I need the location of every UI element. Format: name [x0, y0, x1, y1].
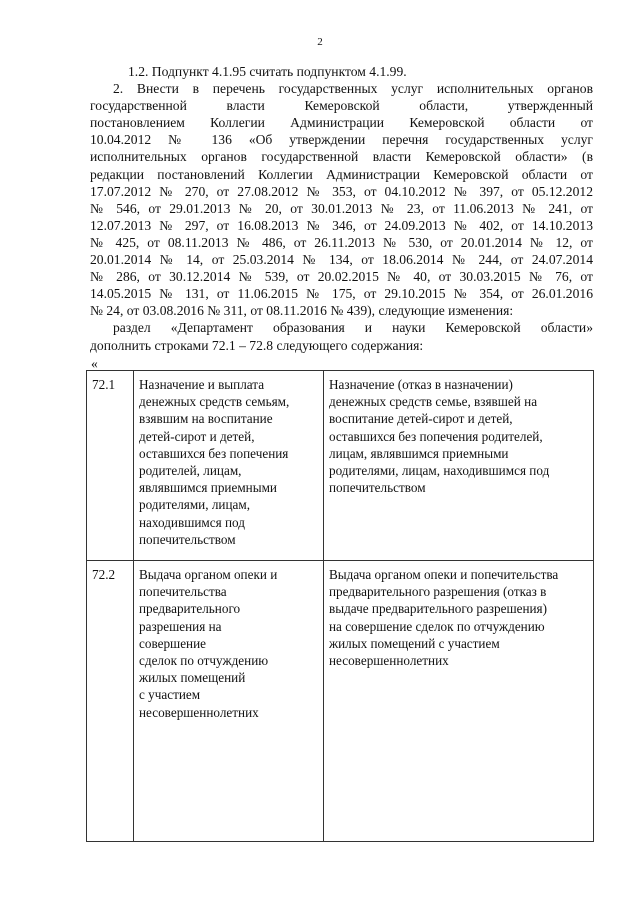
cell-text-line: жилых помещений: [139, 670, 246, 686]
service-result-cell: [324, 371, 594, 561]
text-line: 12.07.2013 № 297, от 16.08.2013 № 346, от 24.09.2013 № 402, от 14.10.2013: [90, 217, 593, 233]
cell-text-line: Выдача органом опеки и: [139, 567, 278, 582]
cell-text-line: оставшихся без попечения: [139, 445, 289, 461]
cell-text-line: родителей, лицам,: [139, 463, 242, 479]
page-number: 2: [317, 36, 323, 48]
cell-text-line: лицам, являвшимся приемными: [329, 445, 509, 461]
text-line: постановлением Коллегии Администрации Кемеровской области от: [90, 115, 593, 131]
cell-text-line: жилых помещений с участием: [329, 635, 500, 651]
text-line: № 24, от 03.08.2016 № 311, от 08.11.2016 № 439), следующие изменения:: [90, 303, 514, 319]
cell-text-line: попечительства: [139, 584, 227, 600]
cell-text-line: совершение: [139, 635, 207, 651]
row-number: 72.1: [87, 371, 134, 561]
text-line: редакции постановлений Коллегии Администрации Кемеровской области от: [90, 166, 593, 182]
cell-text-line: несовершеннолетних: [139, 704, 259, 720]
text-line: 20.01.2014 № 14, от 25.03.2014 № 134, от 18.06.2014 № 244, от 24.07.2014: [90, 252, 593, 267]
text-line: дополнить строками 72.1 – 72.8 следующего содержания:: [90, 337, 424, 353]
cell-text-line: предварительного разрешения (отказ в: [329, 584, 547, 600]
text-line: 10.04.2012 № 136 «Об утверждении перечня государственных услуг: [90, 132, 593, 148]
cell-text-line: являвшимся приемными: [139, 480, 277, 496]
table-row: [87, 371, 594, 561]
services-table: [86, 370, 594, 842]
table-row: [87, 561, 594, 842]
cell-text-line: предварительного: [139, 601, 241, 617]
service-name-cell: [134, 371, 324, 561]
text-line: № 546, от 29.01.2013 № 20, от 30.01.2013 № 23, от 11.06.2013 № 241, от: [90, 200, 593, 216]
cell-text-line: оставшихся без попечения родителей,: [329, 428, 543, 444]
row-number: 72.2: [87, 561, 134, 842]
cell-text-line: находившимся под: [139, 514, 245, 530]
cell-text-line: несовершеннолетних: [329, 653, 449, 669]
text-line: 17.07.2012 № 270, от 27.08.2012 № 353, от 04.10.2012 № 397, от 05.12.2012: [90, 183, 593, 199]
cell-text-line: воспитание детей-сирот и детей,: [329, 411, 513, 427]
cell-text-line: взявшим на воспитание: [139, 411, 273, 427]
cell-text-line: денежных средств семье, взявшей на: [329, 394, 538, 410]
cell-text-line: выдаче предварительного разрешения): [329, 601, 548, 617]
cell-text-line: детей-сирот и детей,: [139, 428, 255, 444]
cell-text-line: Назначение (отказ в назначении): [329, 377, 513, 392]
cell-text-line: попечительством: [139, 531, 236, 547]
text-line: государственной власти Кемеровской области, утвержденный: [90, 98, 593, 114]
cell-text-line: Выдача органом опеки и попечительства: [329, 567, 559, 582]
service-result-cell: [324, 561, 594, 842]
text-line: № 286, от 30.12.2014 № 539, от 20.02.2015 № 40, от 30.03.2015 № 76, от: [90, 269, 593, 285]
text-line: раздел «Департамент образования и науки Кемеровской области»: [113, 320, 593, 336]
text-line: № 425, от 08.11.2013 № 486, от 26.11.2013 № 530, от 20.01.2014 № 12, от: [90, 234, 593, 250]
text-line: 2. Внести в перечень государственных услуг исполнительных органов: [113, 81, 593, 96]
text-line: 14.05.2015 № 131, от 11.06.2015 № 175, от 29.10.2015 № 354, от 26.01.2016: [90, 286, 593, 302]
cell-text-line: разрешения на: [139, 618, 222, 634]
cell-text-line: с участием: [139, 687, 201, 703]
cell-text-line: родителями, лицам,: [139, 497, 251, 513]
text-line: исполнительных органов государственной власти Кемеровской области» (в: [90, 149, 593, 165]
cell-text-line: на совершение сделок по отчуждению: [329, 618, 545, 634]
service-name-cell: [134, 561, 324, 842]
text-line: 1.2. Подпункт 4.1.95 считать подпунктом 4.1.99.: [128, 64, 407, 79]
cell-text-line: денежных средств семьям,: [139, 394, 290, 410]
open-quote: «: [91, 356, 98, 371]
cell-text-line: родителями, лицам, находившимся под: [329, 463, 550, 479]
cell-text-line: попечительством: [329, 480, 426, 496]
cell-text-line: сделок по отчуждению: [139, 653, 269, 669]
cell-text-line: Назначение и выплата: [139, 377, 265, 392]
